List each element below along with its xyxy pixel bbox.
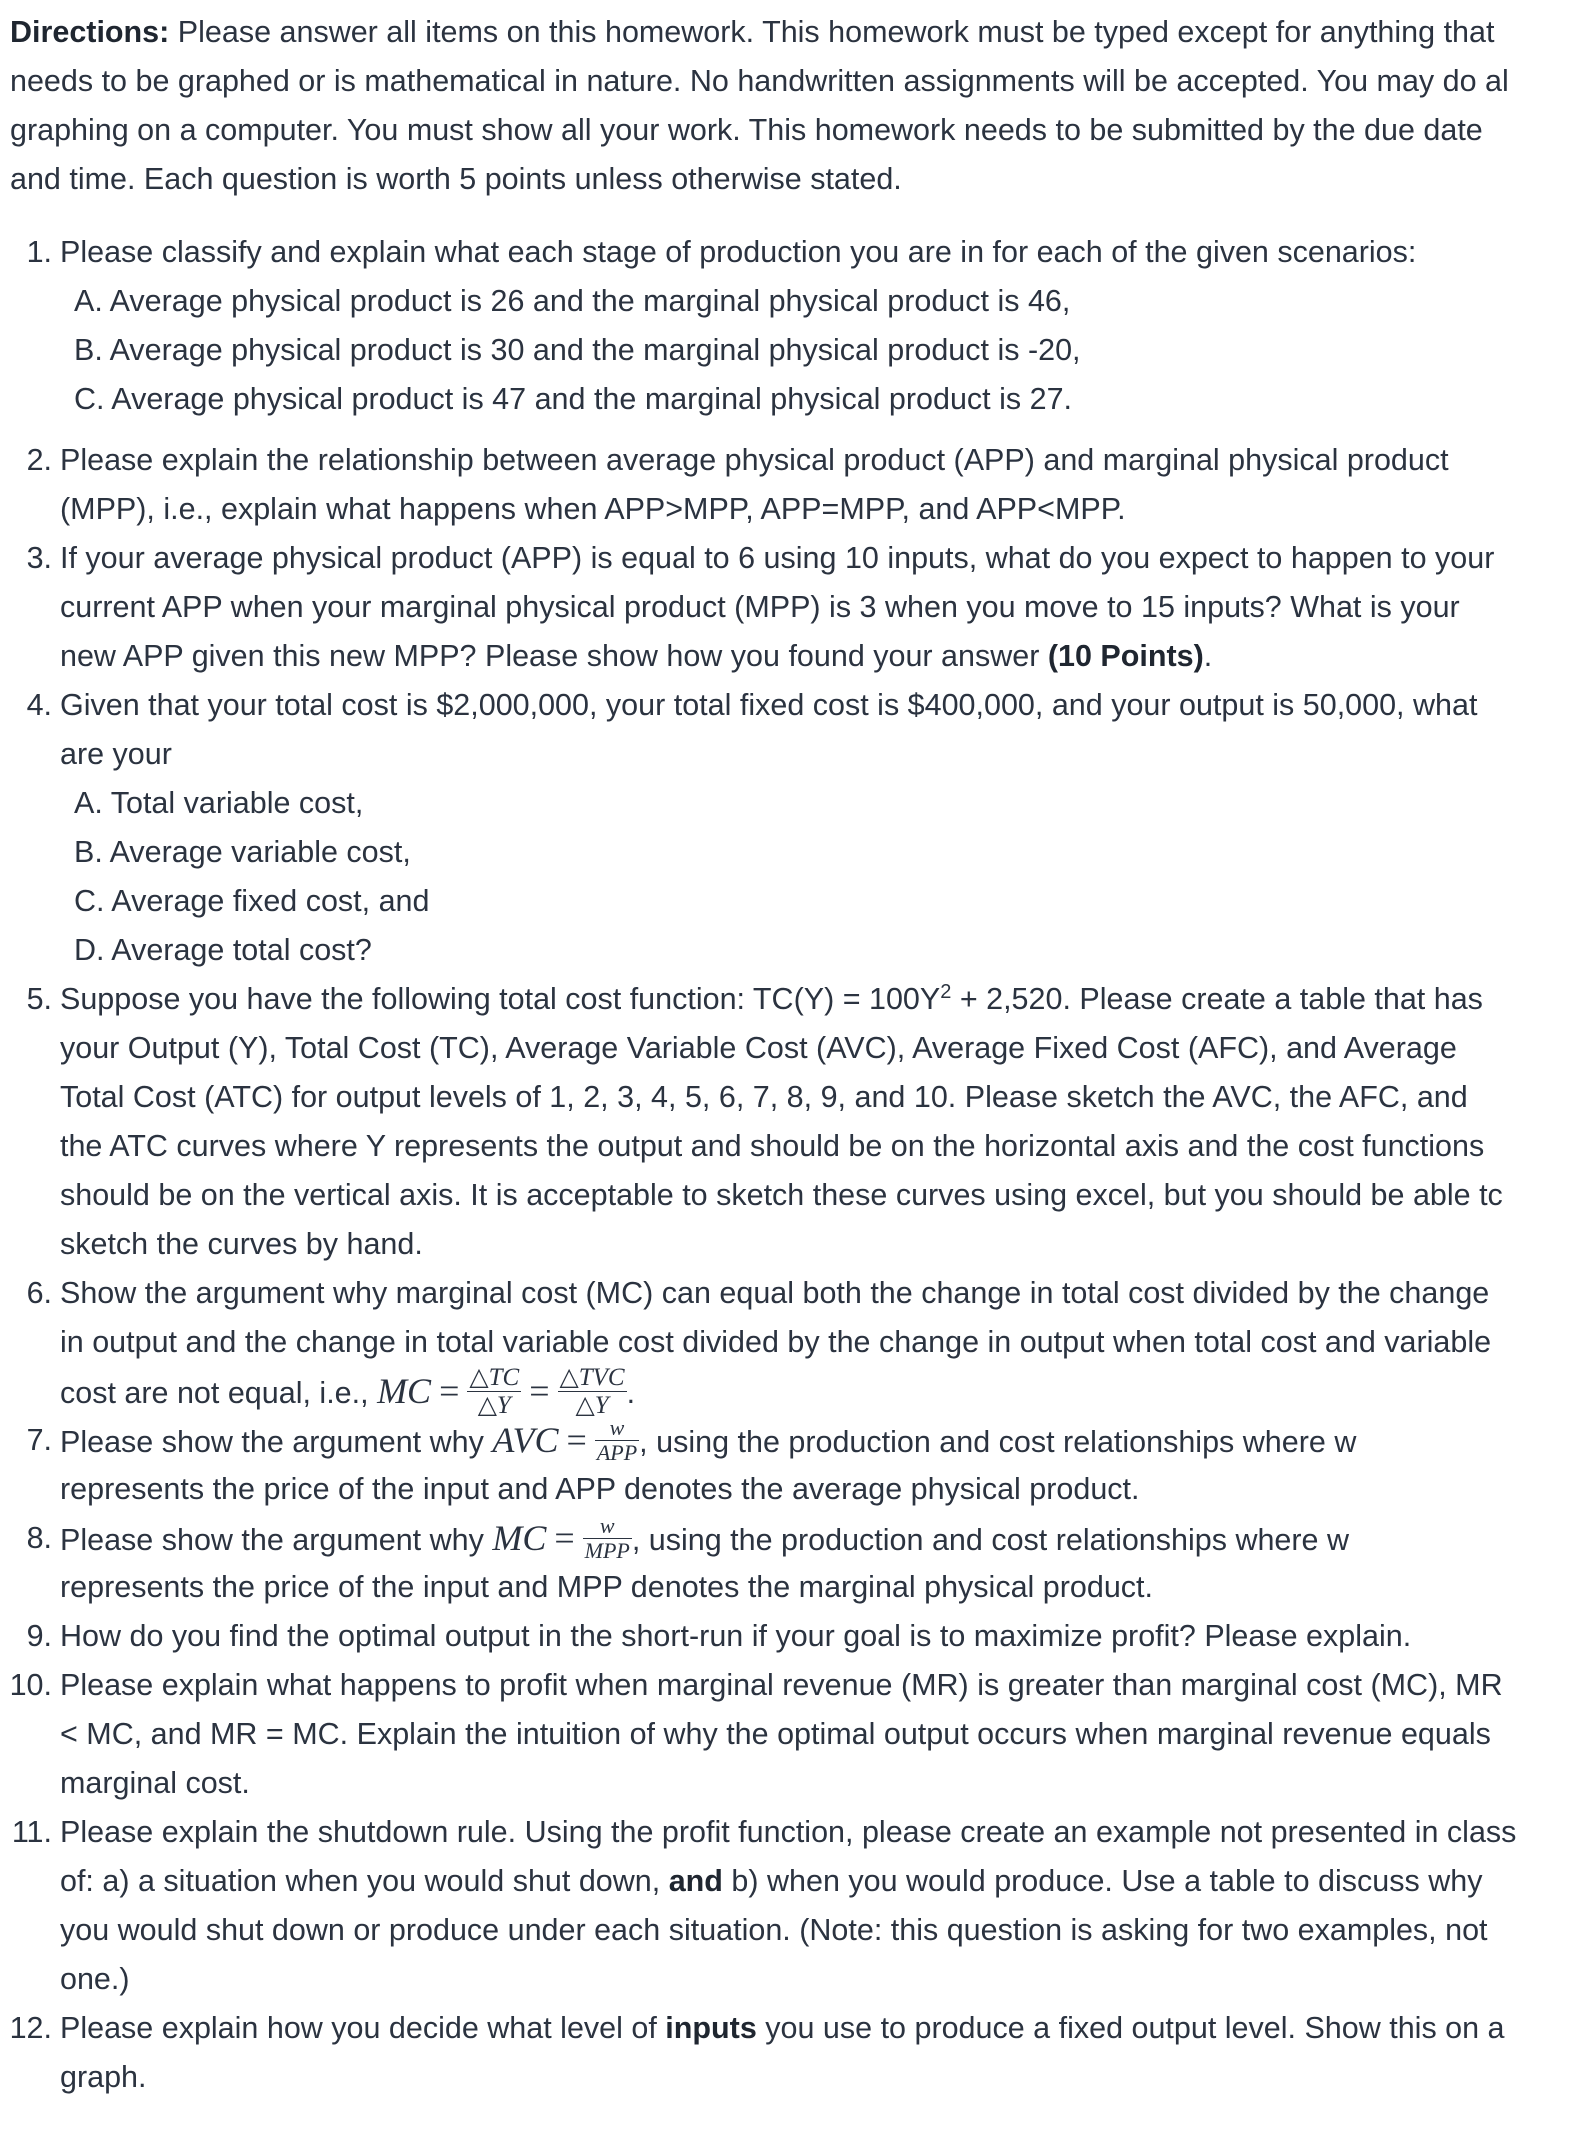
equation-line: cost are not equal, i.e., MC = $\frac{\triangle TC}{\triangle Y}$ = $\frac{\text{△TVC}}{\triangle Y}$ . [60,1364,636,1420]
directions-line-3: graphing on a computer. You must show all your work. This homework needs to be submitted by the due date [10,113,1483,147]
question-text: Please classify and explain what each stage of production you are in for each of the given scenarios: [60,235,1417,269]
equation-line: Please show the argument why MC = $\frac{w}{\text{MPP}}$ , using the production and cost relationships where w [60,1513,1350,1564]
question-number: 7. [26,1423,52,1457]
question-number: 6. [26,1276,52,1310]
question-number: 9. [26,1619,52,1653]
question-1-option-c: C. Average physical product is 47 and the marginal physical product is 27. [74,382,1073,416]
question-number: 3. [26,541,52,575]
question-12: 12. Please explain how you decide what level of inputs you use to produce a fixed output level. Show this on a graph. [0,2004,1580,2102]
question-number: 1. [26,235,52,269]
question-number: 11. [11,1815,52,1849]
question-9: 9. How do you find the optimal output in the short-run if your goal is to maximize profit? Please explain. [0,1612,1580,1661]
fraction-delta-tc: $\frac{\triangle TC}{\triangle Y}$ [469,1364,520,1420]
question-4-option-a: A. Total variable cost, [74,786,364,820]
question-4-option-b: B. Average variable cost, [74,835,411,869]
question-4: 4. Given that your total cost is $2,000,000, your total fixed cost is $400,000, and your output is 50,000, what are your A. Total variable cost, B. Average variable cost, C. Average fixed cost, and D. Average total cost? [0,681,1580,975]
directions-line-4: and time. Each question is worth 5 points unless otherwise stated. [10,162,902,196]
question-7: 7. Please show the argument why AVC = $\frac{w}{\text{APP}}$ , using the production and cost relationships where w represents the price of the input and APP denotes the average physical product. [0,1416,1580,1514]
directions-line-1: Directions: Please answer all items on this homework. This homework must be typed except for anything that [10,15,1495,49]
question-1 [0,228,1580,424]
directions-paragraph [10,8,1580,204]
question-5: 5. Suppose you have the following total cost function: $TC(Y) = 100Y^2 + 2,520$. Please create a table that has your Output (Y), Total Cost (TC), Average Variable Cost (AVC), Average Fixed Cost (AFC), and Average Total Cost (ATC) for output levels of 1, 2, 3, 4, 5, 6, 7, 8, 9, and 10. Please sketch the AVC, the AFC, and the ATC curves where Y represents the output and should be on the horizontal axis and the cost functions should be on the vertical axis. It is acceptable to sketch these curves using excel, but you should be able tc sketch the curves by hand. [0,975,1580,1269]
homework-page [0,8,1580,2102]
question-number: 12. [9,2011,52,2045]
avc-symbol: AVC [492,1420,559,1460]
fraction-w-app: $\frac{w}{\text{APP}}$ [596,1415,638,1466]
question-number: 8. [26,1521,52,1555]
mc-symbol: MC [377,1371,432,1411]
mc-symbol: MC [492,1518,547,1558]
question-3: 3. If your average physical product (APP) is equal to 6 using 10 inputs, what do you expect to happen to your current APP when your marginal physical product (MPP) is 3 when you move to 15 inputs? What is your new APP given this new MPP? Please show how you found your answer (10 Points). [0,534,1580,681]
question-11: 11. Please explain the shutdown rule. Using the profit function, please create an example not presented in class of: a) a situation when you would shut down, and b) when you would produce. Use a table to discuss why you would shut down or produce under each situation. (Note: this question is asking for two examples, not one.) [0,1808,1580,2004]
question-6: 6. Show the argument why marginal cost (MC) can equal both the change in total cost divided by the change in output and the change in total variable cost divided by the change in output when total cost and variable cost are not equal, i.e., MC = $\frac{\triangle TC}{\triangle Y}$ = $\frac{\text{△TVC}}{\triangle Y}$ . [0,1269,1580,1416]
question-10: 10. Please explain what happens to profit when marginal revenue (MR) is greater than marginal cost (MC), MR < MC, and MR = MC. Explain the intuition of why the optimal output occurs when marginal revenue equals marginal cost. [0,1661,1580,1808]
directions-label: Directions: [10,15,170,49]
question-1-option-a: A. Average physical product is 26 and the marginal physical product is 46, [74,284,1071,318]
directions-line-2: needs to be graphed or is mathematical in nature. No handwritten assignments will be accepted. You may do al [10,64,1509,98]
question-4-option-d: D. Average total cost? [74,933,372,967]
question-number: 2. [26,443,52,477]
question-4-option-c: C. Average fixed cost, and [74,884,430,918]
question-number: 10. [9,1668,52,1702]
question-2: 2. Please explain the relationship between average physical product (APP) and marginal physical product (MPP), i.e., explain what happens when APP>MPP, APP=MPP, and APP<MPP. [0,436,1580,534]
points-label: (10 Points) [1047,639,1204,673]
question-8: 8. Please show the argument why MC = $\frac{w}{\text{MPP}}$ , using the production and cost relationships where w represents the price of the input and MPP denotes the marginal physical product. [0,1514,1580,1612]
question-number: 5. [26,982,52,1016]
question-1-option-b: B. Average physical product is 30 and the marginal physical product is -20, [74,333,1081,367]
exponent: 2 [940,980,952,1003]
equation-line: Please show the argument why AVC = $\frac{w}{\text{APP}}$ , using the production and cost relationships where w [60,1415,1357,1466]
question-number: 4. [26,688,52,722]
fraction-w-mpp: $\frac{w}{\text{MPP}}$ [584,1513,630,1564]
fraction-delta-tvc: $\frac{\text{△TVC}}{\triangle Y}$ [559,1364,625,1420]
